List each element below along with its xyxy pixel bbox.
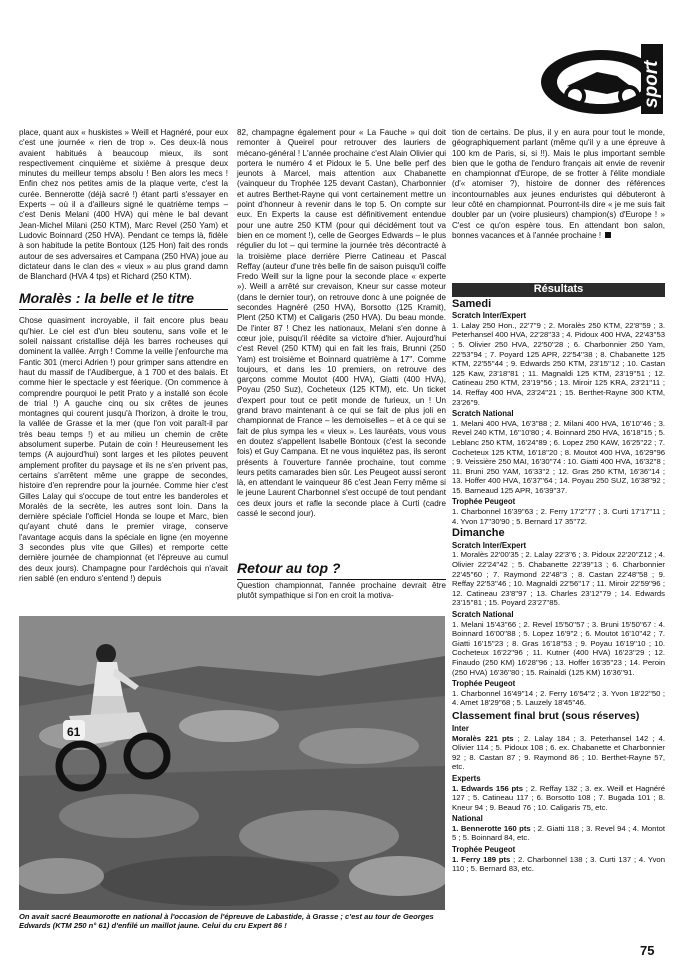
results-text: 1. Moralès 22'00'35 ; 2. Lalay 22'3''6 ; 3. Pidoux 22'20''Z12 ; 4. Olivier 22'24''42 ; 5. Chabanette 22'39''13 ; 6. Charbonnier 22'45''60 ; 7. Raymond 22'48''3 ; 8. Castan 22'48''58 ; 9. Reffay 22'53''46 ; 10. Magnaldi 22'56''17 ; 11. Miroir 22'59''96 ; 12. Catineau 23'8''97 ; 13. Charles 23'12''79 ; 14. Edwards 23'15''81 ; 15. Poyard 23'27''85.	[452, 550, 665, 608]
article-paragraph: place, quant aux « huskistes » Weill et Hagnéré, pour eux c'est une journée « rien de trop ». Ces deux-là nous avaient habitués à beaucoup mieux, ils sont respectivement cinquième et sixième à presque deux minutes du meilleur temps absolu ! Ben alors les mecs ! Enfin chez nos petites amis de la plaque verte, c'est la curée. Bennerotte (déjà sacré !) étant parti s'essayer en Experts – où il a d'ailleurs signé le quatrième temps – c'est Denis Melani (400 HVA) qui mène le bal devant Jean-Michel Milani (250 KTM), Marc Revel (250 Yam) et Ludovic Boinnard (250 HVA). Pendant ce temps là, fidèle à son habitude la petite Bontoux (125 Hon) fait des ronds autour de ses adversaires et Campana (250 HVA) joue au dictateur dans le clan des « vieux » au plus grand damn de Blanchard (HVA 4 tps) et Richard (250 KTM).	[19, 128, 228, 282]
section-heading-retour: Retour au top ?	[237, 560, 446, 580]
article-paragraph: tion de certains. De plus, il y en aura pour tout le monde, géographiquement parlant (même qu'il y a une épreuve à 100 km de Paris, si, si !!). Mais le plus important semble bien que le gotha de l'enduro français ait envie de revenir en championnat d'Europe, de se frotter à l'élite mondiale (d'« atomiser ?), histoire de donner des références incontournables aux jeunes enduristes qui débuteront à leur côté en championnat. Pourront-ils dire « je me suis fait doubler par un (voire plusieurs) champion(s) d'Europe ! » C'est ce qu'on espère tous. En attendant bon salon, bonnes vacances et à l'année prochaine !	[452, 128, 665, 240]
results-text: 1. Charbonnel 16'39''63 ; 2. Ferry 17'2''77 ; 3. Curti 17'17''11 ; 4. Yvon 17''30'90 ; 5. Bernard 17 35''72.	[452, 507, 665, 526]
results-category: Scratch Inter/Expert	[452, 540, 527, 550]
article-paragraph: Question championnat, l'année prochaine devrait être plutôt sympathique si l'on en croit la motiva-	[237, 581, 446, 601]
photo-plate-number: 61	[67, 725, 81, 739]
article-column-2	[237, 128, 446, 519]
results-text: 1. Bennerotte 160 pts ; 2. Giatti 118 ; 3. Revel 94 ; 4. Montot 5 ; 5. Boinnard 84, etc.	[452, 823, 665, 843]
article-column-3	[452, 128, 665, 241]
results-category: Experts	[452, 773, 481, 783]
logo-text: sport	[641, 60, 662, 108]
results-text: 1. Lalay 250 Hon., 22'7''9 ; 2. Moralès 250 KTM, 22'8''59 ; 3. Peterhansel 400 HVA, 22'28''33 ; 4. Pidoux 400 HVA, 22'43''53 ; 5. Olivier 250 HVA, 22'50''28 ; 6. Charbonnier 250 Yam, 22'53''94 ; 7. Poyard 125 APR, 22'54''38 ; 8. Chabanette 125 KTM, 22'55''44 ; 9. Edwards 250 KTM, 23'15''12 ; 10. Castan 125 Kaw, 23'18''81 ; 11. Magnaldi 125 KTM, 23'19''51 ; 12. Catineau 250 KTM, 23'19''56 ; 13. Miroir 125 KRA, 23'21''11 ; 14. Reffay 400 HVA, 23'24''21 ; 15. Berthet-Rayne 300 KTM, 23'26''9.	[452, 320, 665, 407]
results-text: 1. Melani 400 HVA, 16'3''88 ; 2. Milani 400 HVA, 16'10''46 ; 3. Revel 240 KTM, 16''10'80 ; 4. Boinnard 250 HVA, 16'18''15 ; 5. Leblanc 250 KTM, 16'24''89 ; 6. Lopez 250 KAW, 16'25''22 ; 7. Cocheteux 125 KTM, 16'18''20 ; 8. Moutot 400 HVA, 16'29''96 ; 9. Veissière 250 MAI, 16'30''74 : 10. Giatti 400 HVA, 16'32''8 ; 11. Bruni 250 YAM, 16'33''2 ; 12. Gras 250 KTM, 16'36''14 ; 13. Hoffer 400 HVA, 16'37''64 ; 14. Poyau 250 SUZ, 16'38''92 ; 15. Barneaud 125 APR, 16'39''37.	[452, 418, 665, 495]
results-box	[452, 283, 665, 874]
results-text: Moralès 221 pts ; 2. Lalay 184 ; 3. Peterhansel 142 ; 4. Olivier 114 ; 5. Pidoux 108 ; 6. ex. Chabanette et Charbonnier 92 ; 8. Castan 87 ; 9. Raymond 86 ; 10. Berthet-Rayne 57, etc.	[452, 733, 665, 772]
article-column-2-end	[237, 581, 446, 602]
results-category: Trophée Peugeot	[452, 845, 516, 855]
sport-logo	[537, 42, 665, 116]
end-mark-icon	[605, 232, 611, 238]
results-category: Trophée Peugeot	[452, 679, 516, 689]
results-text: 1. Edwards 156 pts ; 2. Reffay 132 ; 3. ex. Weill et Hagnéré 127 ; 5. Catineau 117 ; 6. Borsotto 108 ; 7. Bugada 101 ; 8. Kneur 94 ; 9. Beaud 76 ; 10. Caligaris 75, etc.	[452, 783, 666, 812]
results-category: Scratch National	[452, 409, 514, 419]
results-text: 1. Charbonnel 16'49''14 ; 2. Ferry 16'54''2 ; 3. Yvon 18'22''50 ; 4. Amet 18'29''68 ; 5. Lauzely 18'45''46.	[452, 688, 665, 708]
section-heading-morales: Moralès : la belle et le titre	[19, 290, 228, 310]
enduro-photo	[19, 616, 445, 910]
article-column-1	[19, 128, 228, 584]
results-text: 1. Ferry 189 pts ; 2. Charbonnel 138 ; 3. Curti 137 ; 4. Yvon 110 ; 5. Bernard 83, etc.	[452, 854, 665, 874]
photo-caption: On avait sacré Beaumorotte en national à l'occasion de l'épreuve de Labastide, à Grasse ; c'est au tour de Georges Edwards (KTM 250 n° 61) d'enfilé un maillot jaune. Celui du cru Expert 86 !	[19, 912, 434, 931]
results-category: Inter	[452, 723, 469, 733]
final-standings-title: Classement final brut (sous réserves)	[452, 709, 640, 722]
results-category: Trophée Peugeot	[452, 497, 516, 507]
page-number: 75	[640, 943, 655, 958]
results-category: Scratch National	[452, 610, 514, 619]
results-day-samedi: Samedi	[452, 297, 492, 310]
results-category: National	[452, 814, 483, 824]
article-paragraph: 82, champagne également pour « La Fauche » qui doit remonter à Queirel pour retrouver des lauriers de mécano-général ! L'année prochaine c'est Alain Olivier qui portera le numéro 4 et Pidoux le 5. Une belle perf des jeunots à Marcel, mais attention aux Chabanette (vainqueur du Trophée 125 devant Castan), Charbonnier et autres Berthet-Rayne qui vont certainement mettre un point d'honneur à revenir dans le top 5. On compte sur eux. En Experts la cause est définitivement entendue pour une autre 250 KTM (pour qui décidément tout va bien en ce moment !), celle de Georges Edwards – le plus régulier du lot – qui termine la journée très décontracté à la troisième place derrière Pierre Catineau et Pascal Reffay (auteur d'une très belle fin de saison puisqu'il coiffe Fredo Weill sur la ligne pour la seconde place « experte »). Weill a arrêté sur crevaison, Kneur sur casse moteur (dans le dernier tour), on retrouve donc à une poignée de secondes Hagnéré (250 HVA), Borsotto (125 Kramit), Plent (250 KTM) et Caligaris (250 HVA). Du beau monde. De l'inter 87 ! Chez les nationaux, Melani s'en donne à cœur joie, puisqu'il réédite sa victoire d'hier. Aujourd'hui c'est Revel (250 KTM) qui en fait les frais, Brunni (250 Yam) est troisième et Boinnard quatrième à 17''. Comme toujours, et dans les 10 premiers, on retrouve des garçons comme Moutot (400 HVA), Giatti (400 HVA), Poyau (250 Suz), Cocheteux (125 KTM), etc. Un ticket d'expert pour tout ce petit monde de furieux, un ! Un grand bravo maintenant à ce qui se fait de plus joli en championnat de France – les demoiselles – et à ce qui se fait de plus sympa les « vieux ». Les lauréats, vous vous en doutez s'appellent Isabelle Bontoux (c'est la seconde fois) et Guy Campana. Et ne vous inquiétez pas, ils seront présents à l'ouverture l'année prochaine, tout comme leurs petits camarades bien sûr. Les Peugeot aussi seront là, en attendant le vainqueur 86 c'est Jean Ferry même si le jeune Laurent Charbonnel s'est occupé de tout pendant ces deux jours et rafle la seconde place à Curti (cadre cassé le second jour).	[237, 128, 446, 518]
photo-illustration	[19, 616, 445, 910]
results-title: Résultats	[452, 283, 665, 297]
results-category: Scratch Inter/Expert	[452, 311, 527, 321]
results-day-dimanche: Dimanche	[452, 527, 505, 540]
results-text: 1. Melani 15'43''66 ; 2. Revel 15'50''57 ; 3. Bruni 15'50''67 : 4. Boinnard 16'00''88 ; 5. Lopez 16'9''2 ; 6. Moutot 16'10''42 ; 7. Giatti 16'15''23 ; 8. Gras 16'18''53 ; 9. Poyau 16'19''10 ; 10. Cocheteux 16'22''96 ; 11. Kutner (400 HVA) 16'23''29 ; 12. Finaudo (250 KM) 16'28''96 ; 13. Hoffer 16'35''23 ; 14. Peroin (250 HVA) 16'36''80 ; 15. Rainaldi (125 KM) 16'36''91.	[452, 619, 665, 677]
article-paragraph: Chose quasiment incroyable, il fait encore plus beau qu'hier. Le ciel est d'un bleu soutenu, sans voile et le soleil naissant cristallise déjà les barres rocheuses qui dominent la vallée. Arrgh ! Comme la veille j'enfourche ma Fantic 301 (merci Adrien !) pour grimper sans attendre en haut du massif de l'Audibergue, à 1 700 et des balais. Et comme hier le spectacle y est féerique. (On commence à comprendre pourquoi le petit Prato y a installé son école de trial !) A gauche cinq ou six crêtes de jeunes montagnes qui courent jusqu'à l'horizon, à droite le trou, la vallée de Grasse et la mer (que l'on voit paraît-il par très beau temps !) et au milieu un chemin de crête absolument superbe. Putain de coin ! Heureusement les temps (A aujourd'hui) sont larges et les pilotes peuvent amplement profiter du paysage et ils ne s'en privent pas, certains s'arrêtent même une grappe de secondes, histoire d'en reprendre pour la journée. Comme hier c'est Gilles Lalay qui s'occupe de tout entre les banderoles et Moralès de la secrète, les autres sont loin. Dans la dernière spéciale l'officiel Honda se loupe et Marc, bien qu'ayant chuté dans le premier virage, conserve l'avantage acquis dans la spéciale en ligne (en moyenne 3 secondes plus vite que Gilles) et remporte cette dernière journée de championnat (et l'épreuve au cumul des deux jours). Champagne pour l'ardéchois qui n'avait rien sablé (en enduro s'entend !) depuis	[19, 316, 228, 583]
